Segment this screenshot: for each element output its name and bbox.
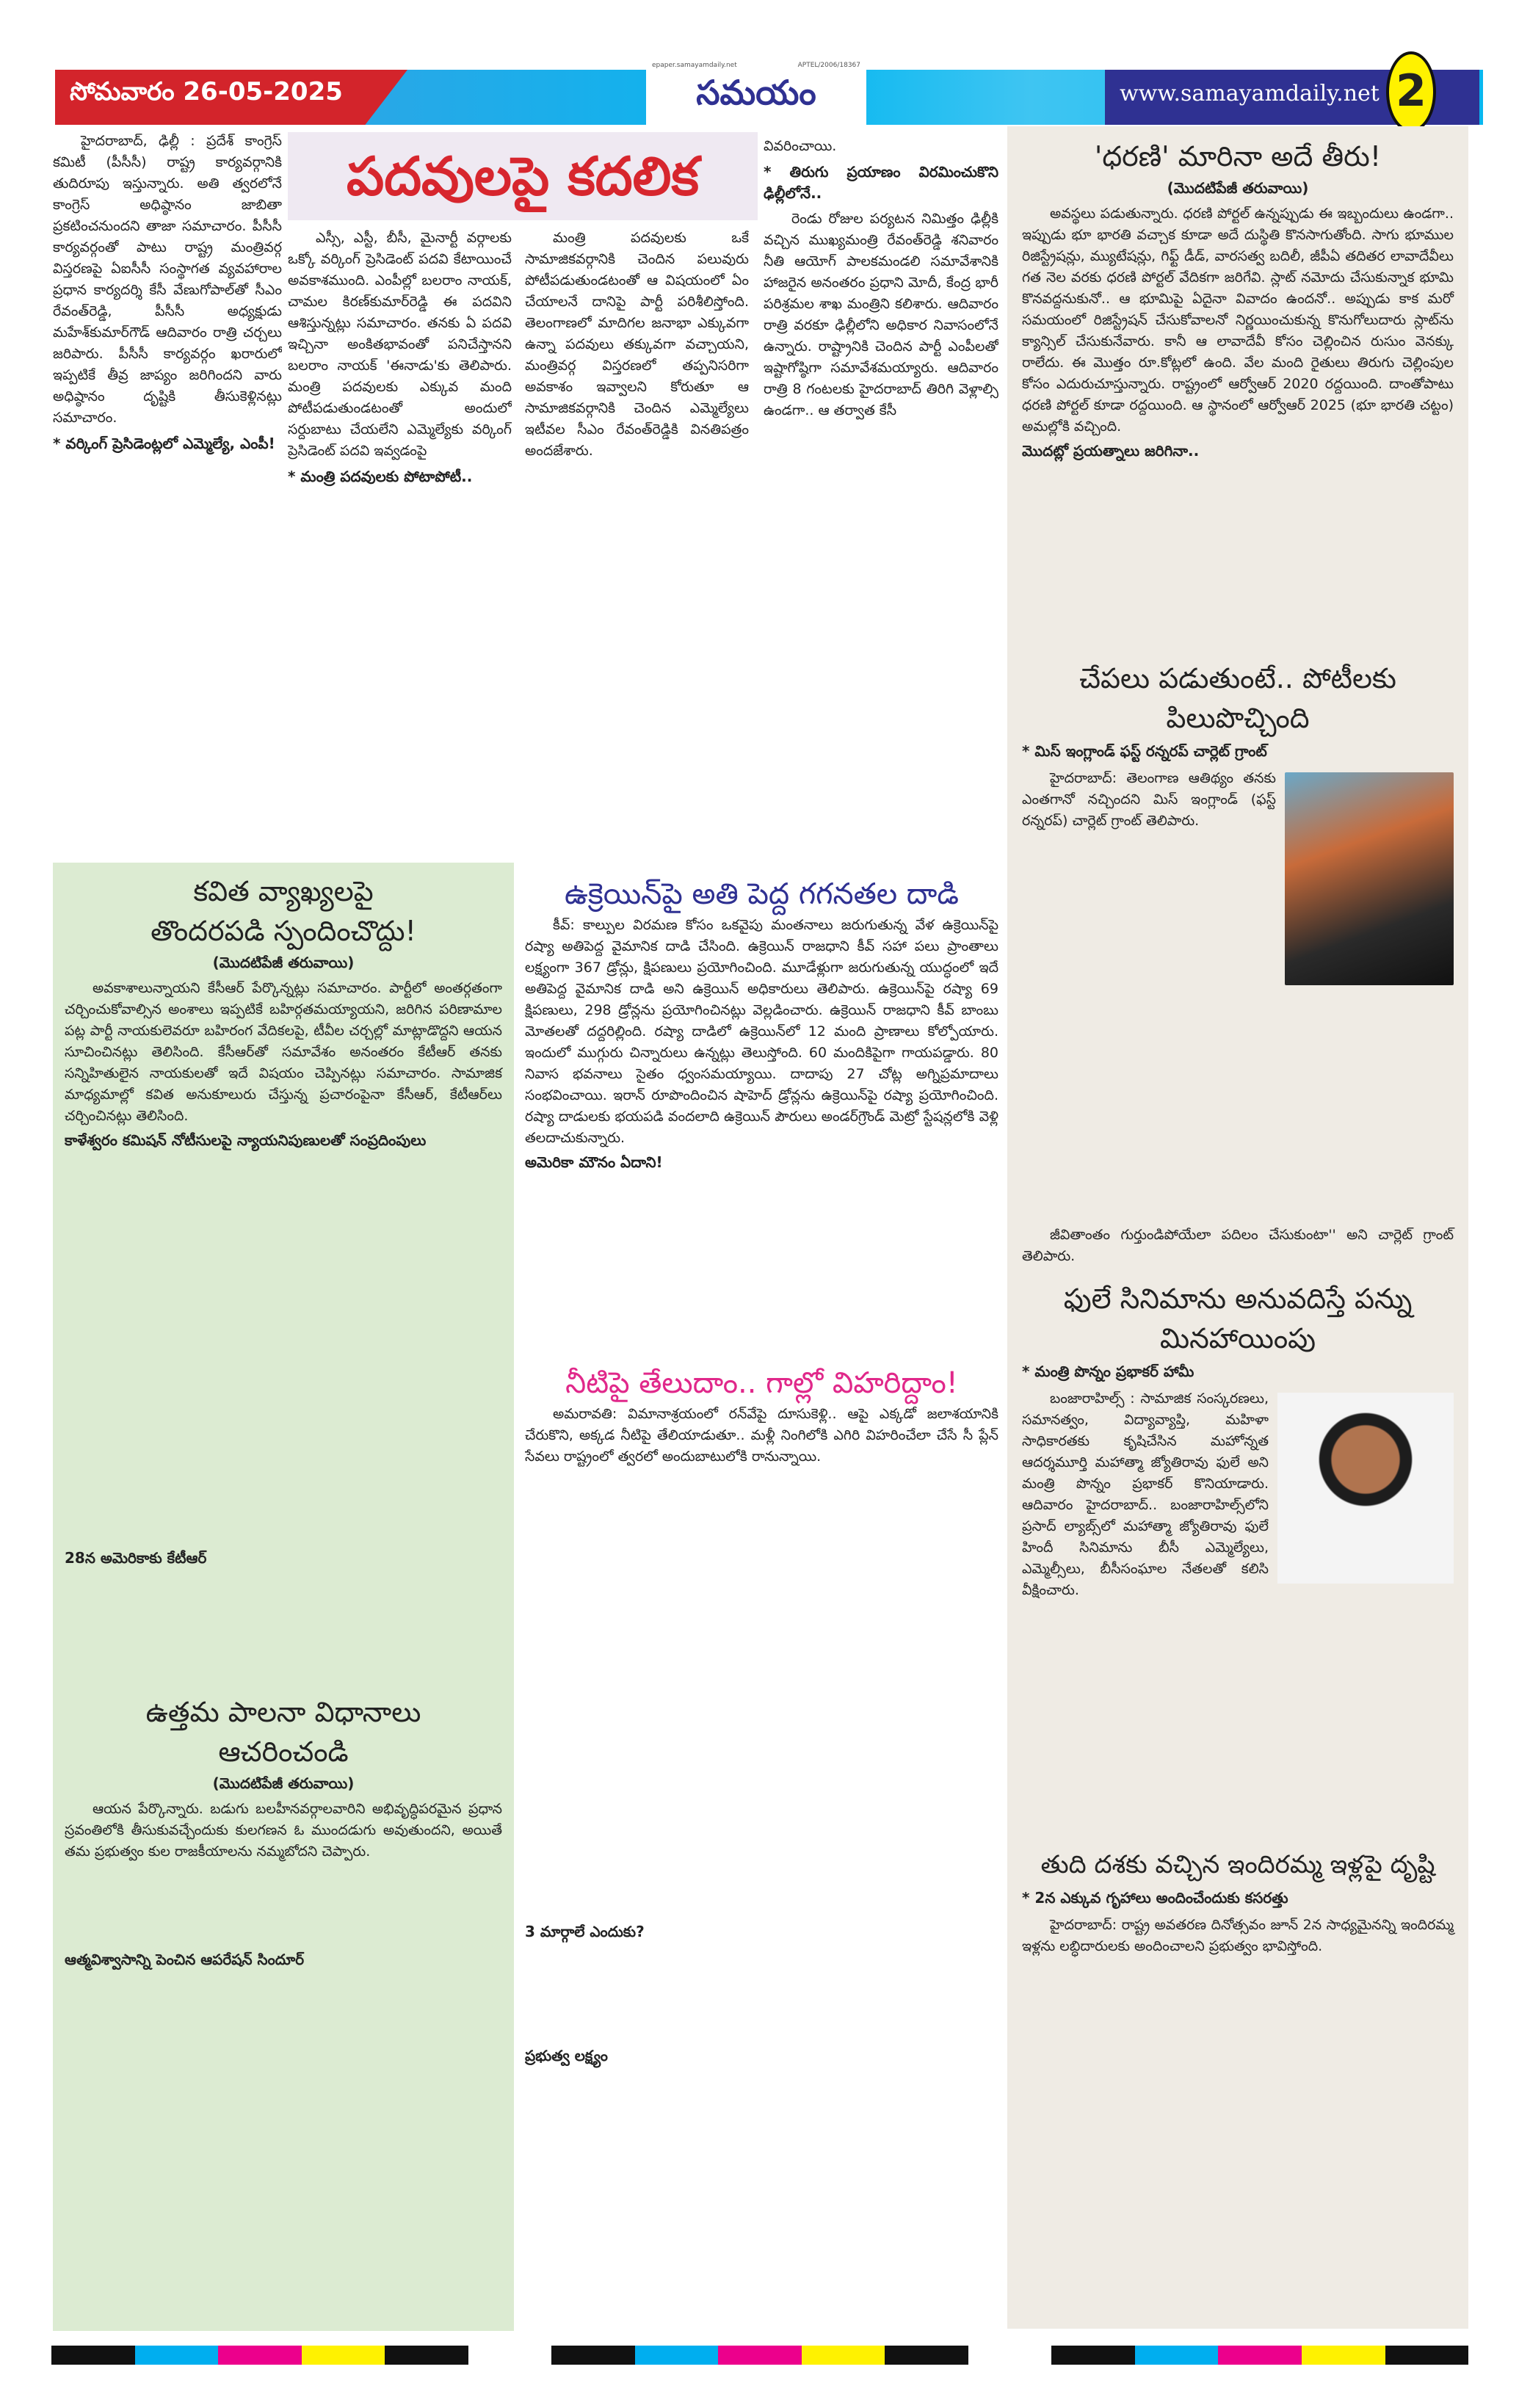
paragraph: కీవ్: కాల్పుల విరమణ కోసం ఒకవైపు మంతనాలు జరుగుతున్న వేళ ఉక్రెయిన్‌పై రష్యా అతిపెద్ద వైమానిక దాడి చేసింది. ఉక్రెయిన్ రాజధాని కీవ్ సహా పలు ప్రాంతాలు లక్ష్యంగా 367 డ్రోన్లు, క్షిపణులు ప్రయోగించింది. మూడేళ్లుగా జరుగుతున్న యుద్ధంలో ఇదే అతిపెద్ద వైమానిక దాడి అని ఉక్రెయిన్ అధికారులు తెలిపారు. ఉక్రెయిన్‌పై రష్యా 69 క్షిపణులు, 298 డ్రోన్లను ప్రయోగించినట్లు వెల్లడించారు. ఉక్రెయిన్ రాజధాని కీవ్ బాంబు మోతలతో దద్దరిల్లింది. రష్యా దాడిలో ఉక్రెయిన్‌లో 12 మంది ప్రాణాలు కోల్పోయారు. ఇందులో ముగ్గురు చిన్నారులు ఉన్నట్లు తెలుస్తోంది. 60 మందికిపైగా గాయపడ్డారు. 80 నివాస భవనాలు సైతం ధ్వంసమయ్యాయి. దాదాపు 27 చోట్ల అగ్నిప్రమాదాలు సంభవించాయి. ఇరాన్ రూపొందించిన షాహెద్ డ్రోన్లను ఉక్రెయిన్‌పై రష్యా ప్రయోగించింది. రష్యా దాడులకు భయపడి వందలాది ఉక్రెయిన్ పౌరులు అండర్‌గ్రౌండ్ మెట్రో స్టేషన్లలోకి వెళ్లి తలదాచుకున్నారు. bbox=[525, 917, 998, 1146]
paragraph: అమరావతి: విమానాశ్రయంలో రన్‌వేపై దూసుకెళ్లి.. ఆపై ఎక్కడో జలాశయానికి చేరుకొని, అక్కడ నీటిపై తేలియాడుతూ.. మళ్లీ నింగిలోకి ఎగిరి విహరించేలా చేసే సీ ప్లేన్ సేవలు రాష్ట్రంలో త్వరలో అందుబాటులోకి రానున్నాయి. bbox=[525, 1406, 998, 1465]
paragraph: హైదరాబాద్: రాష్ట్ర అవతరణ దినోత్సవం జూన్ 2న సాధ్యమైనన్ని ఇందిరమ్మ ఇళ్లను లబ్ధిదారులకు అందించాలని ప్రభుత్వం భావిస్తోంది. bbox=[1022, 1917, 1454, 1954]
continued-label: (మొదటిపేజీ తరువాయి) bbox=[212, 954, 355, 971]
phule-headline: ఫులే సినిమాను అనువదిస్తే పన్ను bbox=[1063, 1283, 1413, 1315]
kavitha-headline-line2: తొందరపడి స్పందించొద్దు! bbox=[151, 915, 416, 947]
logo-name: సమయం bbox=[696, 73, 816, 112]
paragraph: బంజారాహిల్స్ : సామాజిక సంస్కరణలు, సమానత్వం, విద్యావ్యాప్తి, మహిళా సాధికారతకు కృషిచేసిన మహోన్నత ఆదర్శమూర్తి మహాత్మా జ్యోతిరావు ఫులే అని మంత్రి పొన్నం ప్రభాకర్ కొనియాడారు. ఆదివారం హైదరాబాద్.. బంజారాహిల్స్‌లోని ప్రసాద్ ల్యాబ్స్‌లో మహాత్మా జ్యోతిరావు ఫులే హిందీ సినిమాను బీసీ ఎమ్మెల్యేలు, ఎమ్మెల్సీలు, బీసీసంఘాల నేతలతో కలిసి వీక్షించారు. bbox=[1022, 1390, 1269, 1598]
subheading: * మంత్రి పదవులకు పోటాపోటీ.. bbox=[288, 468, 473, 485]
subheading: అమెరికా మౌనం ఏదాని! bbox=[525, 1153, 663, 1171]
lead-col-4 bbox=[764, 136, 998, 863]
ponnam-prabhakar-photo bbox=[1277, 1393, 1454, 1584]
governance-headline-line2: ఆచరించండి bbox=[218, 1736, 349, 1768]
page-number: 2 bbox=[1386, 51, 1436, 132]
subheading: 28న అమెరికాకు కేటీఆర్ bbox=[65, 1549, 207, 1567]
paragraph: హైదరాబాద్, ఢిల్లీ : ప్రదేశ్ కాంగ్రెస్ కమిటీ (పీసీసీ) రాష్ట్ర కార్యవర్గానికి తుదిరూపు ఇస్తున్నారు. అతి త్వరలోనే కాంగ్రెస్ అధిష్ఠానం జాబితా ప్రకటించనుందని తాజా సమాచారం. పీసీసీ కార్యవర్గంతో పాటు రాష్ట్ర మంత్రివర్గ విస్తరణపై ఏఐసీసీ సంస్థాగత వ్యవహారాల ప్రధాన కార్యదర్శి కేసీ వేణుగోపాల్‌తో సీఎం రేవంత్‌రెడ్డి, పీసీసీ అధ్యక్షుడు మహేశ్‌కుమార్‌గౌడ్ ఆదివారం రాత్రి చర్చలు జరిపారు. పీసీసీ కార్యవర్గం ఖరారులో ఇప్పటికే తీవ్ర జాప్యం జరిగిందని వారు అధిష్ఠానం దృష్టికి తీసుకెళ్లినట్లు సమాచారం. bbox=[53, 133, 282, 426]
subheading: 3 మార్గాలే ఎందుకు? bbox=[525, 1923, 645, 1940]
paragraph: రెండు రోజుల పర్యటన నిమిత్తం ఢిల్లీకి వచ్చిన ముఖ్యమంత్రి రేవంత్‌రెడ్డి శనివారం నీతి ఆయోగ్ పాలకమండలి సమావేశానికి హాజరైన అనంతరం ప్రధాని మోదీ, కేంద్ర భారీ పరిశ్రమల శాఖ మంత్రిని కలిశారు. ఆదివారం రాత్రి వరకూ ఢిల్లీలోని అధికార నివాసంలోనే ఉన్నారు. రాష్ట్రానికి చెందిన పార్టీ ఎంపీలతో ఇష్టాగోష్ఠిగా సమావేశమయ్యారు. ఆదివారం రాత్రి 8 గంటలకు హైదరాబాద్ తిరిగి వెళ్లాల్సి ఉండగా.. ఆ తర్వాత కేసీ bbox=[764, 211, 998, 418]
paragraph: ఎస్సీ, ఎస్టీ, బీసీ, మైనార్టీ వర్గాలకు ఒక్కో వర్కింగ్ ప్రెసిడెంట్ పదవి కేటాయించే అవకాశముంది. ఎంపీల్లో బలరాం నాయక్, చామల కిరణ్‌కుమార్‌రెడ్డి ఈ పదవిని ఆశిస్తున్నట్లు సమాచారం. తనకు ఏ పదవి ఇచ్చినా అంకితభావంతో పనిచేస్తానని బలరాం నాయక్ 'ఈనాడు'కు తెలిపారు. మంత్రి పదవులకు ఎక్కువ మంది పోటీపడుతుండటంతో అందులో సర్దుబాటు చేయలేని ఎమ్మెల్యేకు వర్కింగ్ ప్రెసిడెంట్ పదవి ఇవ్వడంపై bbox=[288, 230, 512, 459]
paragraph: అవస్థలు పడుతున్నారు. ధరణి పోర్టల్ ఉన్నప్పుడు ఈ ఇబ్బందులు ఉండగా.. ఇప్పుడు భూ భారతి వచ్చాక కూడా అదే దుస్థితి కొనసాగుతోంది. సాగు భూముల రిజిస్ట్రేషన్లు, మ్యుటేషన్లు, గిఫ్ట్ డీడ్, వారసత్వ బదిలీ, జీపీఏ తదితర లావాదేవీలు గత నెల వరకు ధరణి పోర్టల్ వేదికగా జరిగేవి. స్లాట్ నమోదు చేసుకున్నాక భూమి కొనవద్దనుకునో.. ఆ భూమిపై ఏదైనా వివాదం ఉందనో.. అప్పుడు కాక మరో సమయంలో రిజిస్ట్రేషన్ చేసుకోవాలనో నిర్ణయించుకున్న కొనుగోలుదారు స్లాట్‌ను క్యాన్సిల్ చేసుకునేవారు. కానీ ఆ లావాదేవీ కోసం చెల్లించిన రుసుం వెనక్కు రాలేదు. ఈ మొత్తం రూ.కోట్లలో ఉంది. వేల మంది రైతులు తిరుగు చెల్లింపుల కోసం ఎదురుచూస్తున్నారు. రాష్ట్రంలో ఆర్వోఆర్ 2020 రద్దయింది. దాంతోపాటు ధరణి పోర్టల్ కూడా రద్దయింది. ఆ స్థానంలో ఆర్వోఆర్ 2025 (భూ భారతి చట్టం) అమల్లోకి వచ్చింది. bbox=[1022, 206, 1454, 435]
governance-headline: ఉత్తమ పాలనా విధానాలు bbox=[145, 1696, 421, 1728]
phule-headline-line2: మినహాయింపు bbox=[1159, 1322, 1316, 1354]
lead-col-3 bbox=[525, 228, 749, 866]
lead-col-2 bbox=[288, 228, 512, 866]
lead-headline: పదవులపై కదలిక bbox=[288, 132, 758, 220]
subheading: * మంత్రి పొన్నం ప్రభాకర్ హామీ bbox=[1022, 1363, 1194, 1380]
right-panel bbox=[1007, 126, 1468, 2329]
seaplane-headline: నీటిపై తేలుదాం.. గాల్లో విహరిద్దాం! bbox=[565, 1366, 958, 1400]
miss-world-headline-line2: పిలుపొచ్చింది bbox=[1166, 702, 1310, 734]
kavitha-headline: కవిత వ్యాఖ్యలపై bbox=[193, 875, 374, 907]
print-registration-bar bbox=[51, 2346, 1468, 2365]
masthead-logo bbox=[646, 60, 866, 134]
website-url: www.samayamdaily.net bbox=[1120, 81, 1380, 106]
center-lower bbox=[525, 874, 998, 2327]
continued-label: (మొదటిపేజీ తరువాయి) bbox=[1167, 179, 1309, 197]
registration-number: APTEL/2006/18367 bbox=[797, 62, 860, 69]
paragraph: ఆయన పేర్కొన్నారు. బడుగు బలహీనవర్గాలవారిని అభివృద్ధిపరమైన ప్రధాన స్రవంతిలోకి తీసుకువచ్చేందుకు కులగణన ఓ ముందడుగు అవుతుందని, అయితే తమ ప్రభుత్వం కుల రాజకీయాలను నమ్మబోదని చెప్పారు. bbox=[65, 1801, 502, 1860]
indiramma-headline: తుది దశకు వచ్చిన ఇందిరమ్మ ఇళ్లపై దృష్టి bbox=[1040, 1850, 1435, 1879]
miss-world-headline: చేపలు పడుతుంటే.. పోటీలకు bbox=[1079, 662, 1396, 695]
issue-date: సోమవారం 26-05-2025 bbox=[70, 77, 343, 106]
paragraph: జీవితాంతం గుర్తుండిపోయేలా పదిలం చేసుకుంటా'' అని చార్లెట్ గ్రాంట్ తెలిపారు. bbox=[1022, 1227, 1454, 1264]
ukraine-headline: ఉక్రెయిన్‌పై అతి పెద్ద గగనతల దాడి bbox=[565, 877, 959, 911]
subheading: * వర్కింగ్ ప్రెసిడెంట్లలో ఎమ్మెల్యే, ఎంపీ! bbox=[53, 435, 275, 452]
subheading: ఆత్మవిశ్వాసాన్ని పెంచిన ఆపరేషన్ సిందూర్ bbox=[65, 1951, 305, 1968]
dharani-headline: 'ధరణి' మారినా అదే తీరు! bbox=[1094, 140, 1382, 173]
lead-col-1 bbox=[53, 131, 282, 865]
charlotte-grant-photo bbox=[1285, 772, 1454, 985]
subheading: * 2న ఎక్కువ గృహాలు అందించేందుకు కసరత్తు bbox=[1022, 1889, 1288, 1907]
continued-label: (మొదటిపేజీ తరువాయి) bbox=[212, 1774, 355, 1792]
paragraph: మంత్రి పదవులకు ఒకే సామాజికవర్గానికి చెందిన పలువురు పోటీపడుతుండటంతో ఆ విషయంలో ఏం చేయాలనే దానిపై పార్టీ పరిశీలిస్తోంది. తెలంగాణలో మాదిగల జనాభా ఎక్కువగా ఉన్నా పదవులు తక్కువగా వచ్చాయని, మంత్రివర్గ విస్తరణలో తప్పనిసరిగా అవకాశం ఇవ్వాలని కోరుతూ ఆ సామాజికవర్గానికి చెందిన ఎమ్మెల్యేలు ఇటీవల సీఎం రేవంత్‌రెడ్డికి వినతిపత్రం అందజేశారు. bbox=[525, 230, 749, 459]
green-panel bbox=[53, 863, 514, 2331]
paragraph: వివరించాయి. bbox=[764, 138, 837, 154]
paragraph: హైదరాబాద్: తెలంగాణ ఆతిథ్యం తనకు ఎంతగానో నచ్చిందని మిస్ ఇంగ్లాండ్ (ఫస్ట్ రన్నరప్) చార్లెట్ గ్రాంట్ తెలిపారు. bbox=[1022, 770, 1276, 829]
subheading: * మిస్ ఇంగ్లాండ్ ఫస్ట్ రన్నరప్ చార్లెట్ గ్రాంట్ bbox=[1022, 742, 1267, 760]
subheading: * తిరుగు ప్రయాణం విరమించుకొని ఢిల్లీలోనే.. bbox=[764, 163, 998, 202]
paragraph: అవకాశాలున్నాయని కేసీఆర్ పేర్కొన్నట్లు సమాచారం. పార్టీలో అంతర్గతంగా చర్చించుకోవాల్సిన అంశాలు ఇప్పటికే బహిర్గతమయ్యాయని, జరిగిన పరిణామాల పట్ల పార్టీ నాయకులెవరూ బహిరంగ వేదికలపై, టీవీల చర్చల్లో మాట్లాడొద్దని ఆయన సూచించినట్లు తెలిసింది. కేసీఆర్‌తో సమావేశం అనంతరం కేటీఆర్ తనకు సన్నిహితులైన నాయకులతో ఇదే విషయం చెప్పినట్లు సమాచారం. సామాజిక మాధ్యమాల్లో కవిత అనుకూలురు చేస్తున్న ప్రచారంపైనా కేసీఆర్, కేటీఆర్‌లు చర్చించినట్లు తెలిసింది. bbox=[65, 980, 502, 1124]
subheading: ప్రభుత్వ లక్ష్యం bbox=[525, 2047, 608, 2064]
subheading: మొదట్లో ప్రయత్నాలు జరిగినా.. bbox=[1022, 442, 1200, 460]
subheading: కాళేశ్వరం కమిషన్ నోటీసులపై న్యాయనిపుణులతో సంప్రదింపులు bbox=[65, 1131, 427, 1149]
epaper-url: epaper.samayamdaily.net bbox=[652, 62, 737, 69]
